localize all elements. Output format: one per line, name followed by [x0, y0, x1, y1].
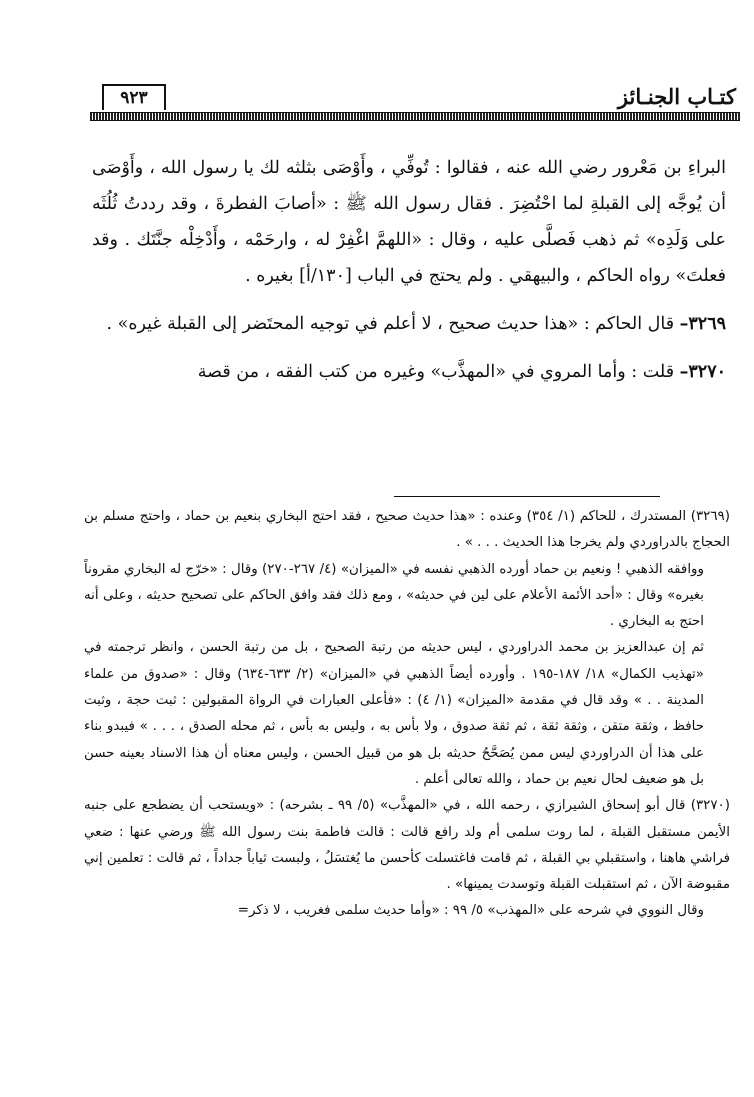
page-header: [90, 80, 740, 124]
chapter-title: كتـاب الجنـائز: [617, 84, 736, 109]
footnote-3269-body: ثم إن عبدالعزيز بن محمد الدراوردي ، ليس حديثه من رتبة الصحيح ، بل من رتبة الحسن ، وانظر ترجمته في «تهذيب الكمال» ١٨/ ١٨٧-١٩٥ . وأورده أيضاً الذهبي في «الميزان» (٢/ ٦٣٣-٦٣٤) وقال : «صدوق من علماء المدينة . . » وقد قال في مقدمة «الميزان» (١/ ٤) : «فأعلى العبارات في الرواة المقبولين : ثبت حجة ، وثبت حافظ ، وثقة متقن ، وثقة ثقة ، ثم ثقة صدوق ، ولا بأس به ، وليس به بأس ، ثم محله الصدق ، . . . » فيبدو بناء على هذا أن الدراوردي ليس ممن يُصَحَّحُ حديثه بل هو من قبيل الحسن ، وليس معناه أن هذا الاسناد بعينه حسن بل هو ضعيف لحال نعيم بن حماد ، والله تعالى أعلم .: [84, 640, 704, 787]
footnote-3270-head: (٣٢٧٠) قال أبو إسحاق الشيرازي ، رحمه الله ، في «المهذَّب» (٥/ ٩٩ ـ بشرحه) : «ويستحب أن يضطجع على جنبه الأيمن مستقبل القبلة ، لما روت سلمى أم ولد رافع قالت : قالت فاطمة بنت رسول الله ﷺ ورضي عنها : ضعي فراشي هاهنا ، واستقبلي بي القبلة ، ثم قامت فاغتسلت كأحسن ما يُغتسَلُ ، ولبست ثياباً جداداً ، ثم قالت : تعلمين إني مقبوضة الآن ، ثم استقبلت القبلة وتوسدت يمينها» .: [84, 798, 730, 893]
header-rule: [90, 112, 740, 121]
footnote-3269-head: (٣٢٦٩) المستدرك ، للحاكم (١/ ٣٥٤) وعنده : «هذا حديث صحيح ، فقد احتج البخاري بنعيم بن حماد ، واحتج مسلم بن الحجاج بالدراوردي ولم يخرجا هذا الحديث . . . » .: [84, 509, 730, 551]
hadith-3269: [92, 306, 726, 342]
hadith-3270: [92, 354, 726, 390]
hadith-number: ٣٢٧٠–: [679, 362, 726, 382]
footnotes: [84, 504, 730, 925]
footnote-divider: [394, 496, 660, 497]
hadith-text: قلت : وأما المروي في «المهذَّب» وغيره من كتب الفقه ، من قصة: [197, 362, 675, 382]
footnote-3270-body: وقال النووي في شرحه على «المهذب» ٥/ ٩٩ : «وأما حديث سلمى فغريب ، لا ذكر=: [237, 903, 704, 919]
hadith-number: ٣٢٦٩–: [679, 314, 726, 334]
hadith-text: قال الحاكم : «هذا حديث صحيح ، لا أعلم في توجيه المحتَضر إلى القبلة غيره» .: [106, 314, 675, 334]
page-number: ٩٢٣: [102, 84, 166, 110]
footnote-3269-body: ووافقه الذهبي ! ونعيم بن حماد أورده الذهبي نفسه في «الميزان» (٤/ ٢٦٧-٢٧٠) وقال : «خرّج له البخاري مقروناً بغيره» وقال : «أحد الأئمة الأعلام على لين في حديثه» ، ومع ذلك فقد وافق الحاكم على تصحيح حديثه ، وعلى أنه احتج به البخاري .: [84, 561, 704, 630]
main-paragraph: البراءِ بن مَعْرور رضي الله عنه ، فقالوا : تُوفِّي ، وأَوْصَى بثلثه لك يا رسول الله ، وأَوْصَى أن يُوجَّه إلى القبلةِ لما احْتُضِرَ . فقال رسول الله ﷺ : «أصابَ الفطرةَ ، وقد رددتُ ثُلُثَه على وَلَدِه» ثم ذهب فَصلَّى عليه ، وقال : «اللهمَّ اغْفِرْ له ، وارحَمْه ، وأَدْخِلْه جنَّتَك . وقد فعلتَ» رواه الحاكم ، والبيهقي . ولم يحتج في الباب [١٣٠/أ] بغيره .: [92, 158, 726, 286]
main-text: [92, 150, 726, 402]
